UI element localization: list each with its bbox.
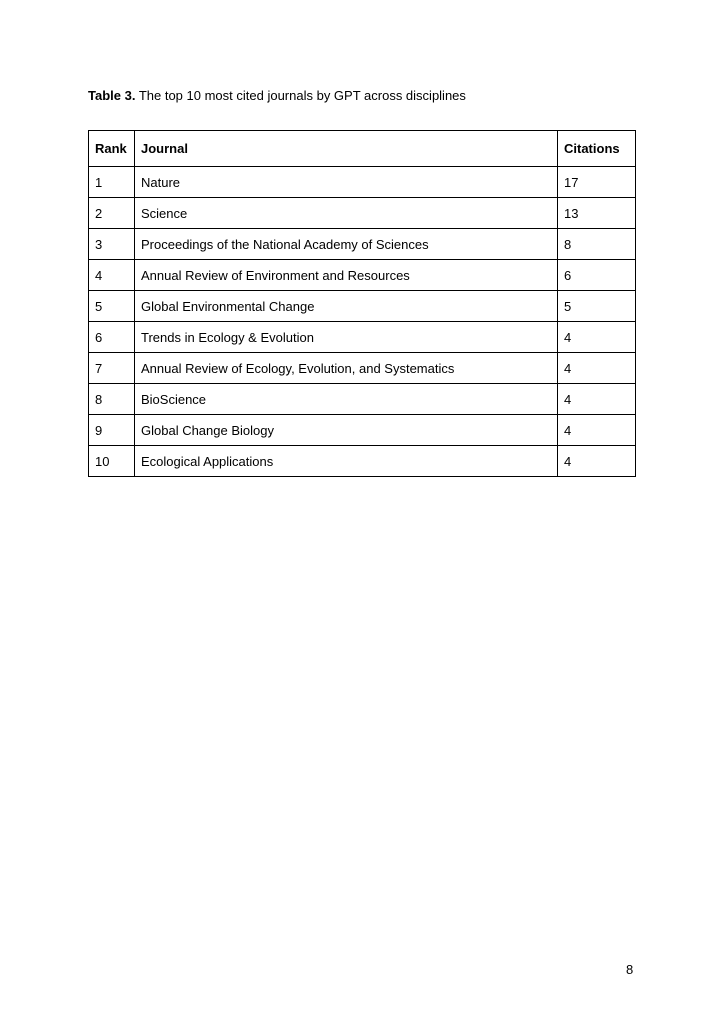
cell-rank: 6 (89, 322, 135, 353)
cell-journal: Annual Review of Environment and Resources (135, 260, 558, 291)
table-row (89, 384, 636, 415)
cell-journal: BioScience (135, 384, 558, 415)
table-row (89, 291, 636, 322)
table-row (89, 167, 636, 198)
table-row (89, 446, 636, 477)
cell-rank: 2 (89, 198, 135, 229)
table-caption (88, 88, 466, 103)
table-row (89, 353, 636, 384)
cell-citations: 4 (558, 446, 636, 477)
cell-journal: Annual Review of Ecology, Evolution, and Systematics (135, 353, 558, 384)
header-rank: Rank (89, 131, 135, 167)
cell-journal: Ecological Applications (135, 446, 558, 477)
cell-journal: Nature (135, 167, 558, 198)
cell-citations: 4 (558, 353, 636, 384)
cell-rank: 10 (89, 446, 135, 477)
cell-citations: 8 (558, 229, 636, 260)
cell-citations: 5 (558, 291, 636, 322)
cell-citations: 13 (558, 198, 636, 229)
table-row (89, 415, 636, 446)
header-citations: Citations (558, 131, 636, 167)
cell-rank: 8 (89, 384, 135, 415)
table-row (89, 229, 636, 260)
cell-citations: 4 (558, 322, 636, 353)
cell-rank: 7 (89, 353, 135, 384)
cell-journal: Global Change Biology (135, 415, 558, 446)
table-caption-label: Table 3. (88, 88, 136, 103)
cell-citations: 4 (558, 415, 636, 446)
cell-journal: Science (135, 198, 558, 229)
table-caption-text: The top 10 most cited journals by GPT across disciplines (135, 88, 466, 103)
cell-rank: 3 (89, 229, 135, 260)
cell-journal: Trends in Ecology & Evolution (135, 322, 558, 353)
table-header-row (89, 131, 636, 167)
table-row (89, 260, 636, 291)
cell-journal: Proceedings of the National Academy of Sciences (135, 229, 558, 260)
table-row (89, 198, 636, 229)
cell-citations: 17 (558, 167, 636, 198)
cell-rank: 5 (89, 291, 135, 322)
table-row (89, 322, 636, 353)
cell-rank: 9 (89, 415, 135, 446)
cell-rank: 4 (89, 260, 135, 291)
cell-journal: Global Environmental Change (135, 291, 558, 322)
cell-citations: 4 (558, 384, 636, 415)
cell-citations: 6 (558, 260, 636, 291)
journals-table (88, 130, 636, 477)
cell-rank: 1 (89, 167, 135, 198)
page-number: 8 (626, 962, 634, 977)
header-journal: Journal (135, 131, 558, 167)
